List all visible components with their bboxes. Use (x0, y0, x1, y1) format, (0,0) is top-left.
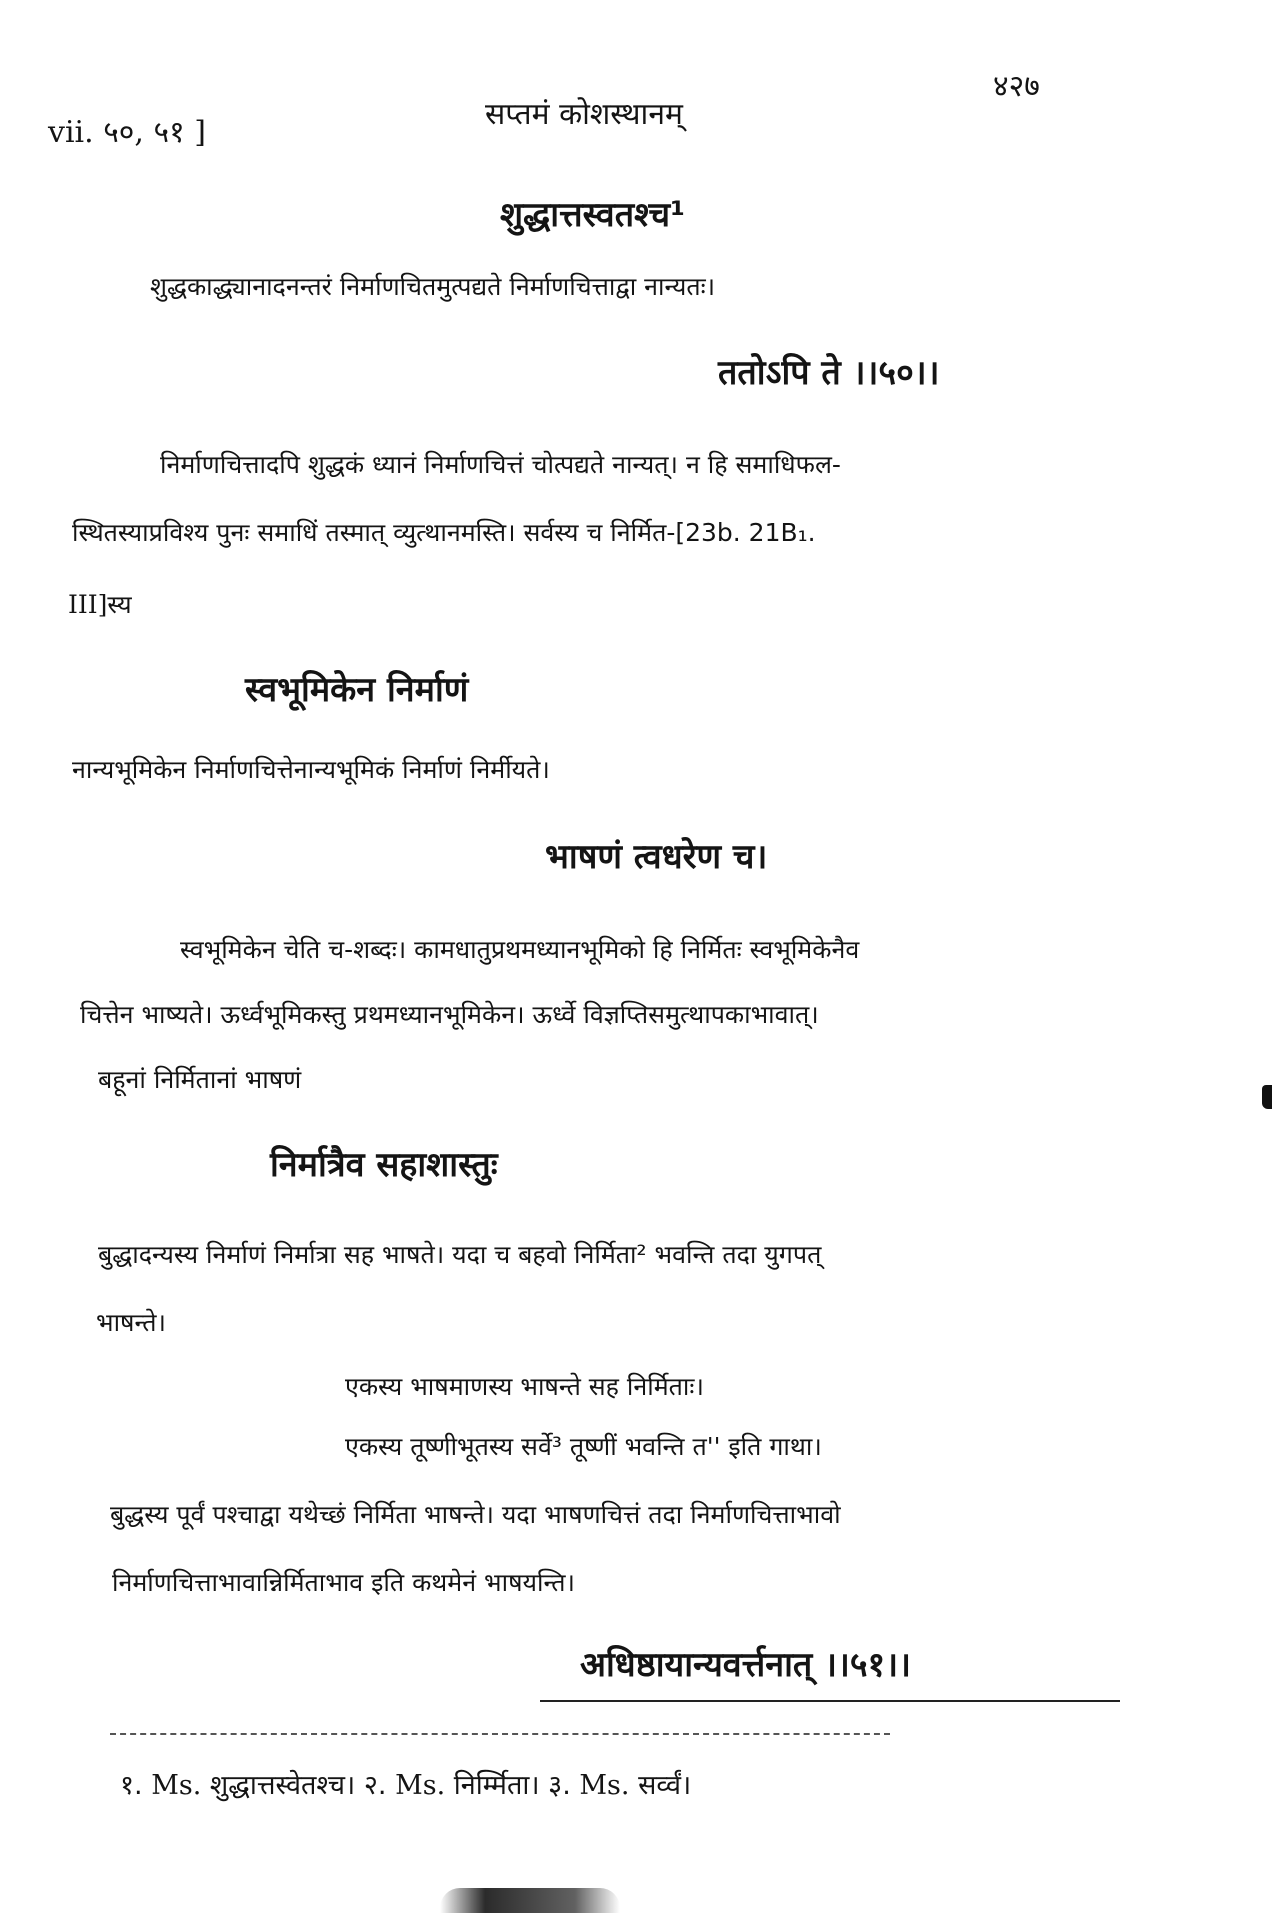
section-divider (540, 1700, 1120, 1702)
commentary-line: नान्यभूमिकेन निर्माणचित्तेनान्यभूमिकं निर्माणं निर्मीयते। (72, 755, 550, 784)
commentary-line: बुद्धादन्यस्य निर्माणं निर्मात्रा सह भाषते। यदा च बहवो निर्मिता² भवन्ति तदा युगपत् (98, 1240, 822, 1269)
commentary-line: चित्तेन भाष्यते। ऊर्ध्वभूमिकस्तु प्रथमध्यानभूमिकेन। ऊर्ध्वे विज्ञप्तिसमुत्थापकाभावात्। (80, 1000, 819, 1029)
footnote-text: शुद्धात्तस्वेतश्च। (209, 1770, 356, 1801)
commentary-line: स्थितस्याप्रविश्य पुनः समाधिं तस्मात् व्युत्थानमस्ति। सर्वस्य च निर्मित-[23b. 21B₁. (72, 518, 816, 547)
commentary-line: बहूनां निर्मितानां भाषणं (98, 1065, 302, 1094)
quoted-verse-line: एकस्य भाषमाणस्य भाषन्ते सह निर्मिताः। (345, 1372, 704, 1401)
chapter-verse-reference: vii. ५०, ५१ ] (48, 115, 206, 150)
commentary-line: स्वभूमिकेन चेति च-शब्दः। कामधातुप्रथमध्यानभूमिको हि निर्मितः स्वभूमिकेनैव (180, 935, 860, 964)
footnote-ms-label: Ms. (579, 1770, 630, 1801)
verse-line: स्वभूमिकेन निर्माणं (245, 670, 469, 710)
verse-line: भाषणं त्वधरेण च। (545, 837, 768, 877)
commentary-line: भाषन्ते। (96, 1308, 166, 1337)
footnote-divider (110, 1733, 890, 1735)
page-number: ४२७ (993, 69, 1040, 104)
commentary-line: बुद्धस्य पूर्वं पश्चाद्वा यथेच्छं निर्मिता भाषन्ते। यदा भाषणचित्तं तदा निर्माणचित्ताभावो (110, 1500, 841, 1529)
footnote-number: १. (120, 1770, 143, 1801)
verse-line: निर्मात्रैव सहाशास्तुः (270, 1145, 498, 1185)
page-title: सप्तमं कोशस्थानम् (485, 97, 683, 132)
commentary-line: शुद्धकाद्ध्यानादनन्तरं निर्माणचितमुत्पद्यते निर्माणचित्ताद्वा नान्यतः। (150, 272, 716, 301)
verse-line: अधिष्ठायान्यवर्त्तनात् ।।५१।। (580, 1645, 911, 1685)
commentary-line: निर्माणचित्ताभावान्निर्मिताभाव इति कथमेनं भाषयन्ति। (112, 1568, 575, 1597)
footnote-text: निर्म्मिता। (453, 1770, 540, 1801)
scan-smudge (440, 1888, 620, 1913)
footnote-number: २. (363, 1770, 387, 1801)
footnote-number: ३. (548, 1770, 571, 1801)
verse-line: ततोऽपि ते ।।५०।। (718, 353, 940, 393)
footnote-text: सर्व्वं। (638, 1770, 692, 1801)
scan-edge-mark (1262, 1085, 1272, 1109)
quoted-verse-line: एकस्य तूष्णीभूतस्य सर्वे³ तूष्णीं भवन्ति त'' इति गाथा। (345, 1432, 822, 1461)
commentary-line: III]स्य (68, 590, 132, 619)
verse-line: शुद्धात्तस्वतश्च¹ (500, 195, 686, 235)
commentary-line: निर्माणचित्तादपि शुद्धकं ध्यानं निर्माणचित्तं चोत्पद्यते नान्यत्। न हि समाधिफल- (160, 450, 841, 479)
footnote-ms-label: Ms. (151, 1770, 202, 1801)
footnotes (120, 1765, 691, 1802)
footnote-ms-label: Ms. (395, 1770, 446, 1801)
